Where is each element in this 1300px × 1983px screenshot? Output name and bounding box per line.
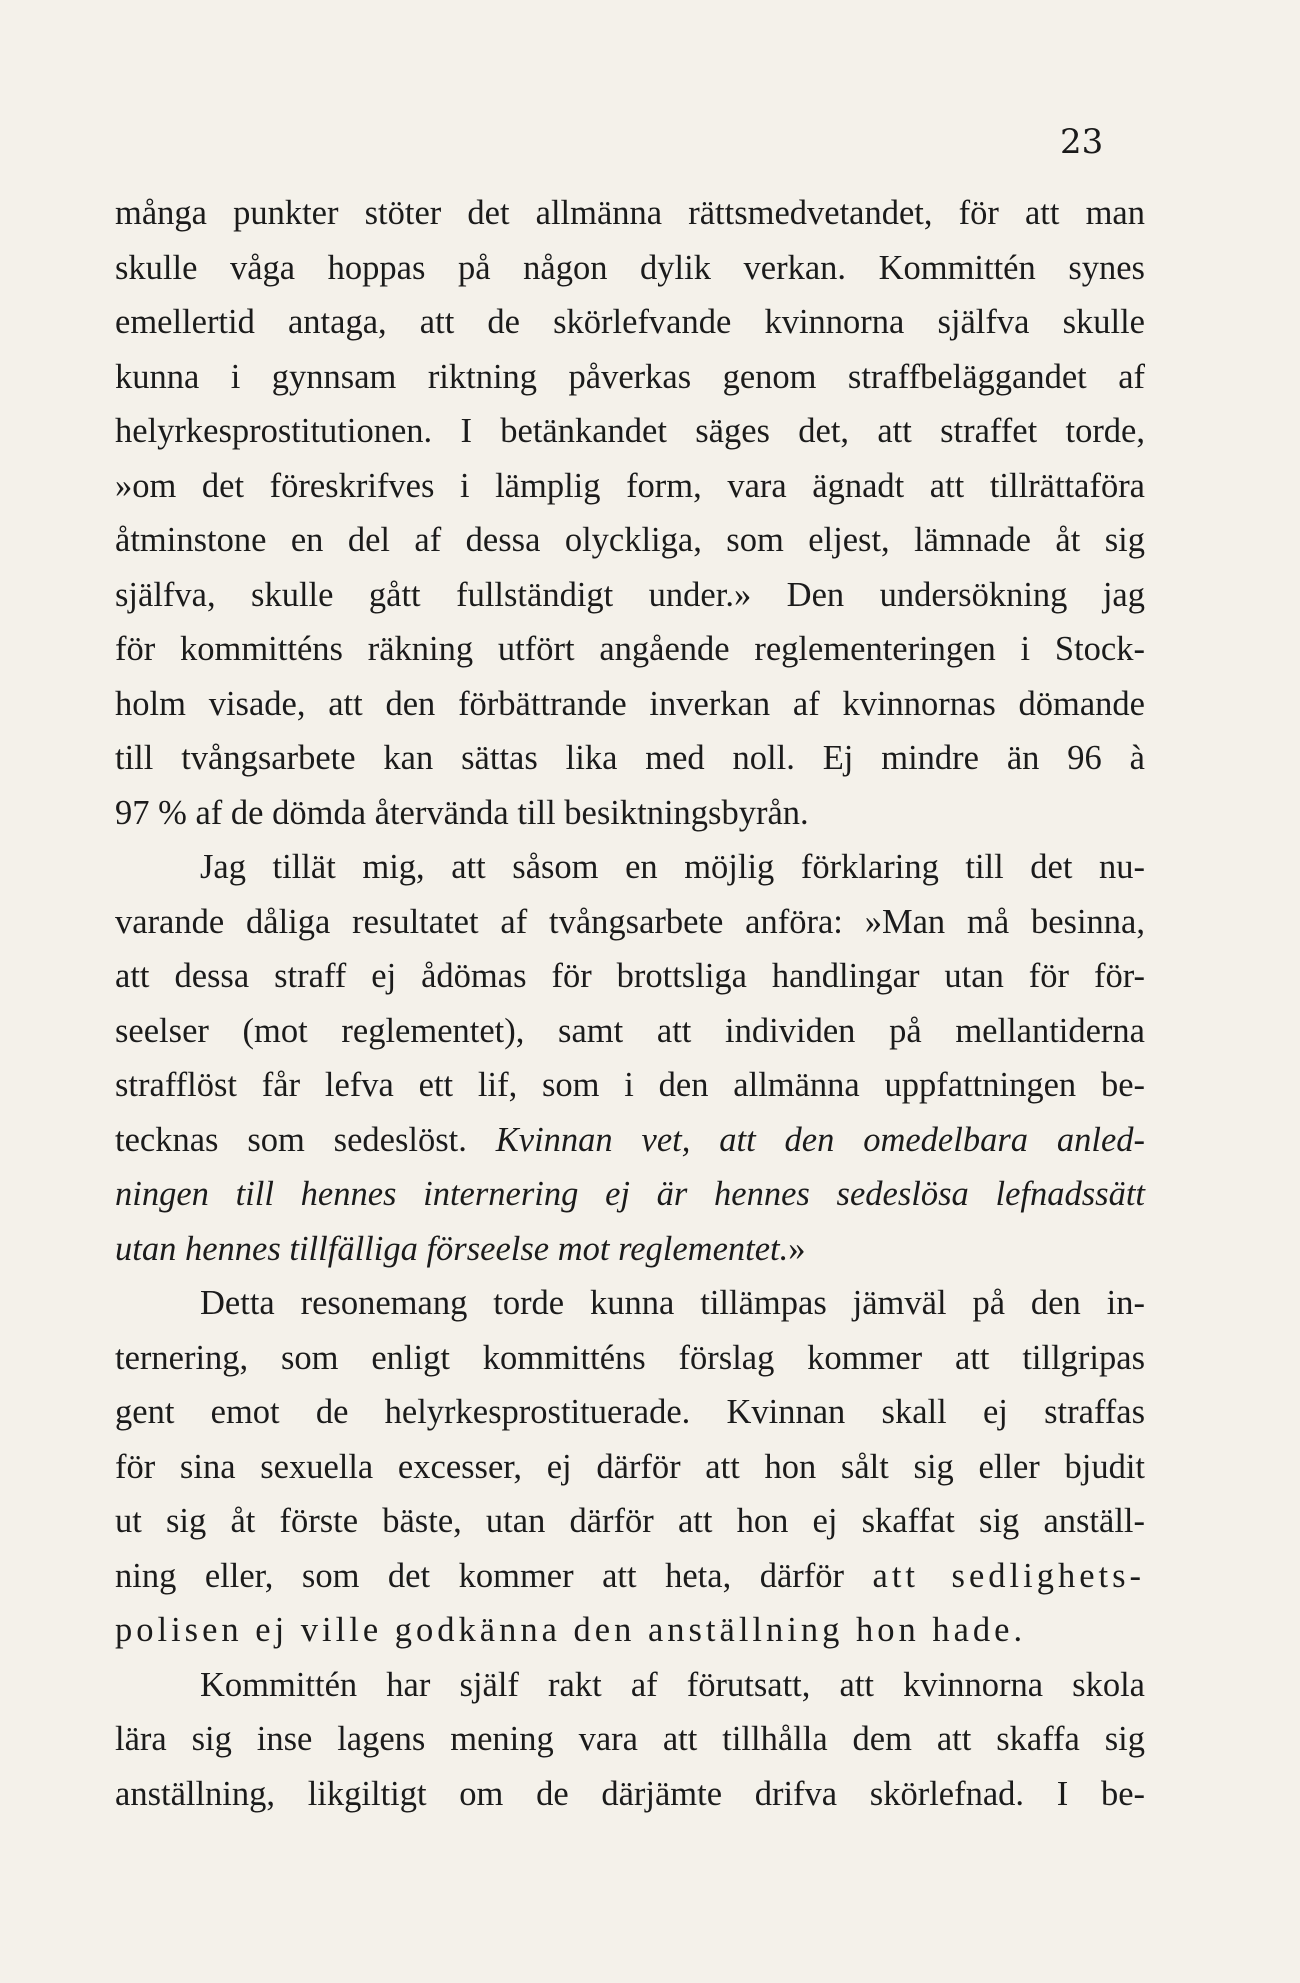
text-line: många punkter stöter det allmänna rättsmedvetandet, för att man bbox=[115, 194, 1145, 232]
text-line: att dessa straff ej ådömas för brottsliga handlingar utan för för- bbox=[115, 957, 1145, 995]
text-line: för kommitténs räkning utfört angående reglementeringen i Stock- bbox=[115, 630, 1145, 668]
text-line: anställning, likgiltigt om de därjämte drifva skörlefnad. I be- bbox=[115, 1774, 1145, 1813]
text-line: helyrkesprostitutionen. I betänkandet säges det, att straffet torde, bbox=[115, 412, 1145, 450]
text-line: lära sig inse lagens mening vara att tillhålla dem att skaffa sig bbox=[115, 1720, 1145, 1758]
text-line: holm visade, att den förbättrande inverkan af kvinnornas dömande bbox=[115, 684, 1145, 723]
text-line: kunna i gynnsam riktning påverkas genom straffbeläggandet af bbox=[115, 357, 1145, 396]
text-line: skulle våga hoppas på någon dylik verkan. Kommittén synes bbox=[115, 248, 1145, 287]
text-segment: tecknas som sedeslöst. bbox=[115, 1120, 467, 1159]
text-line: »om det föreskrifves i lämplig form, vara ägnadt att tillrättaföra bbox=[115, 466, 1145, 505]
italic-quote-text: Kvinnan vet, att den omedelbara anled- bbox=[495, 1120, 1145, 1159]
text-line: strafflöst får lefva ett lif, som i den allmänna uppfattningen be- bbox=[115, 1066, 1145, 1104]
text-line: ut sig åt förste bäste, utan därför att hon ej skaffat sig anställ- bbox=[115, 1502, 1145, 1540]
text-line: emellertid antaga, att de skörlefvande kvinnorna själfva skulle bbox=[115, 303, 1145, 341]
text-line: Detta resonemang torde kunna tillämpas jämväl på den in- bbox=[200, 1284, 1145, 1322]
text-line: Jag tillät mig, att såsom en möjlig förklaring till det nu- bbox=[200, 848, 1145, 886]
text-line-mixed bbox=[115, 1113, 1145, 1168]
text-line: ternering, som enligt kommitténs förslag kommer att tillgripas bbox=[115, 1338, 1145, 1377]
text-line: åtminstone en del af dessa olyckliga, som eljest, lämnade åt sig bbox=[115, 521, 1145, 559]
text-line: till tvångsarbete kan sättas lika med noll. Ej mindre än 96 à bbox=[115, 739, 1145, 777]
body-text bbox=[115, 186, 1145, 1821]
spaced-text: att sedlighets- bbox=[872, 1556, 1146, 1595]
italic-quote-text: utan hennes tillfälliga förseelse mot reglementet. bbox=[115, 1229, 789, 1268]
closing-quote: » bbox=[788, 1229, 806, 1268]
text-line: Kommittén har själf rakt af förutsatt, att kvinnorna skola bbox=[200, 1665, 1145, 1704]
italic-quote-text: ningen till hennes internering ej är hennes sedeslösa lefnadssätt bbox=[115, 1175, 1145, 1213]
text-line: för sina sexuella excesser, ej därför att hon sålt sig eller bjudit bbox=[115, 1447, 1145, 1486]
text-line: varande dåliga resultatet af tvångsarbete anföra: »Man må besinna, bbox=[115, 902, 1145, 941]
text-line-mixed bbox=[115, 1222, 1145, 1277]
text-line-mixed bbox=[115, 1549, 1145, 1604]
text-line: gent emot de helyrkesprostituerade. Kvinnan skall ej straffas bbox=[115, 1393, 1145, 1431]
text-segment: ning eller, som det kommer att heta, därför bbox=[115, 1556, 844, 1595]
spaced-text: polisen ej ville godkänna den anställning hon hade. bbox=[115, 1611, 1027, 1649]
text-line: själfva, skulle gått fullständigt under.» Den undersökning jag bbox=[115, 575, 1145, 614]
page-number: 23 bbox=[1060, 122, 1104, 162]
text-line: seelser (mot reglementet), samt att individen på mellantiderna bbox=[115, 1011, 1145, 1050]
text-line: 97 % af de dömda återvända till besiktningsbyrån. bbox=[115, 793, 809, 832]
